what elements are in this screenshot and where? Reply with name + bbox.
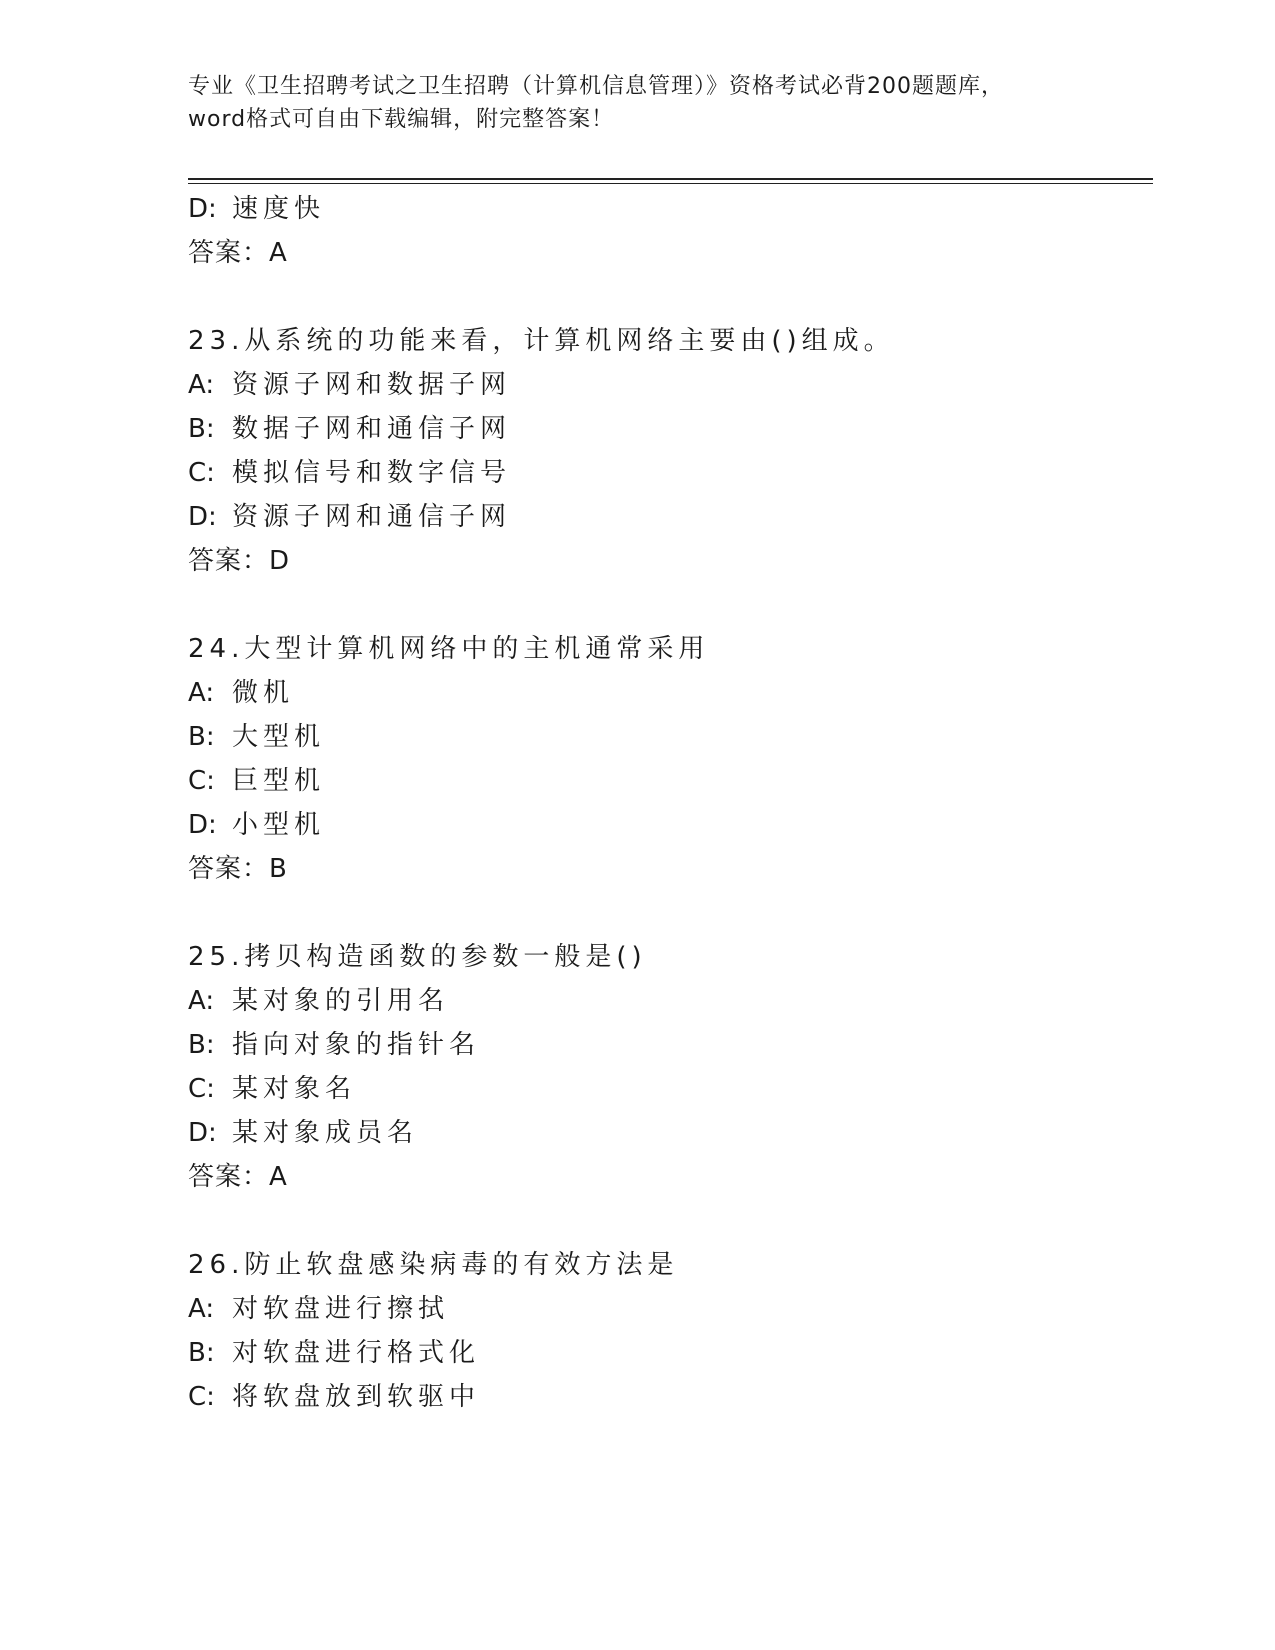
option-text: 对软盘进行擦拭 (232, 1294, 450, 1324)
question-23-option-b (188, 413, 511, 445)
option-text: 对软盘进行格式化 (232, 1338, 481, 1368)
option-label: A: (188, 678, 215, 708)
option-label: A: (188, 370, 215, 400)
option-text: 大型机 (232, 722, 326, 752)
question-26-stem: 26.防止软盘感染病毒的有效方法是 (188, 1250, 679, 1280)
question-24-option-b (188, 721, 325, 753)
question-24-option-c (188, 765, 325, 797)
option-text: 模拟信号和数字信号 (232, 458, 512, 488)
option-text: 数据子网和通信子网 (232, 414, 512, 444)
answer-label: 答案： (188, 1162, 270, 1192)
answer-value: A (269, 1162, 289, 1192)
question-23-option-a (188, 369, 511, 401)
question-25-stem: 25.拷贝构造函数的参数一般是() (188, 942, 647, 972)
option-text: 某对象成员名 (232, 1118, 419, 1148)
option-text: 将软盘放到软驱中 (232, 1382, 481, 1412)
option-text: 某对象名 (232, 1074, 357, 1104)
question-24-answer (188, 853, 289, 885)
option-text: 资源子网和数据子网 (232, 370, 512, 400)
question-24-stem: 24.大型计算机网络中的主机通常采用 (188, 634, 710, 664)
question-23-option-d (188, 501, 511, 533)
question-23-answer (188, 545, 291, 577)
option-text: 资源子网和通信子网 (232, 502, 512, 532)
question-23-option-c (188, 457, 511, 489)
option-label: B: (188, 1030, 215, 1060)
answer-label: 答案： (188, 854, 270, 884)
question-26-option-c (188, 1381, 480, 1413)
option-text: 指向对象的指针名 (232, 1030, 481, 1060)
option-label: C: (188, 1382, 215, 1412)
option-label: A: (188, 986, 215, 1016)
option-label: C: (188, 1074, 215, 1104)
option-label: B: (188, 414, 215, 444)
prev-answer (188, 237, 289, 269)
option-label: C: (188, 458, 215, 488)
answer-value: B (269, 854, 289, 884)
question-25-option-a (188, 985, 449, 1017)
question-24-option-d (188, 809, 325, 841)
header-line-2: word格式可自由下载编辑，附完整答案！ (188, 107, 615, 132)
question-26-option-a (188, 1293, 449, 1325)
question-23-stem: 23.从系统的功能来看，计算机网络主要由()组成。 (188, 326, 895, 356)
option-text: 微机 (232, 678, 295, 708)
answer-label: 答案： (188, 238, 270, 268)
question-25-option-d (188, 1117, 418, 1149)
option-label: A: (188, 1294, 215, 1324)
question-25-option-b (188, 1029, 480, 1061)
option-label: C: (188, 766, 215, 796)
question-24-option-a (188, 677, 294, 709)
header-divider-thick (188, 178, 1153, 180)
answer-label: 答案： (188, 546, 270, 576)
question-26-option-b (188, 1337, 480, 1369)
option-label: D: (188, 810, 217, 840)
option-label: B: (188, 1338, 215, 1368)
question-25-option-c (188, 1073, 356, 1105)
document-header (188, 70, 1088, 136)
option-text: 巨型机 (232, 766, 326, 796)
option-text: 小型机 (232, 810, 326, 840)
question-25-answer (188, 1161, 289, 1193)
answer-value: D (269, 546, 292, 576)
option-label: D: (188, 1118, 217, 1148)
header-line-1: 专业《卫生招聘考试之卫生招聘（计算机信息管理）》资格考试必背200题题库， (188, 74, 1004, 99)
answer-value: A (269, 238, 289, 268)
header-divider-thin (188, 183, 1153, 184)
option-text: 速度快 (232, 194, 326, 224)
option-label: B: (188, 722, 215, 752)
option-label: D: (188, 194, 217, 224)
prev-option-d (188, 193, 325, 225)
option-text: 某对象的引用名 (232, 986, 450, 1016)
option-label: D: (188, 502, 217, 532)
